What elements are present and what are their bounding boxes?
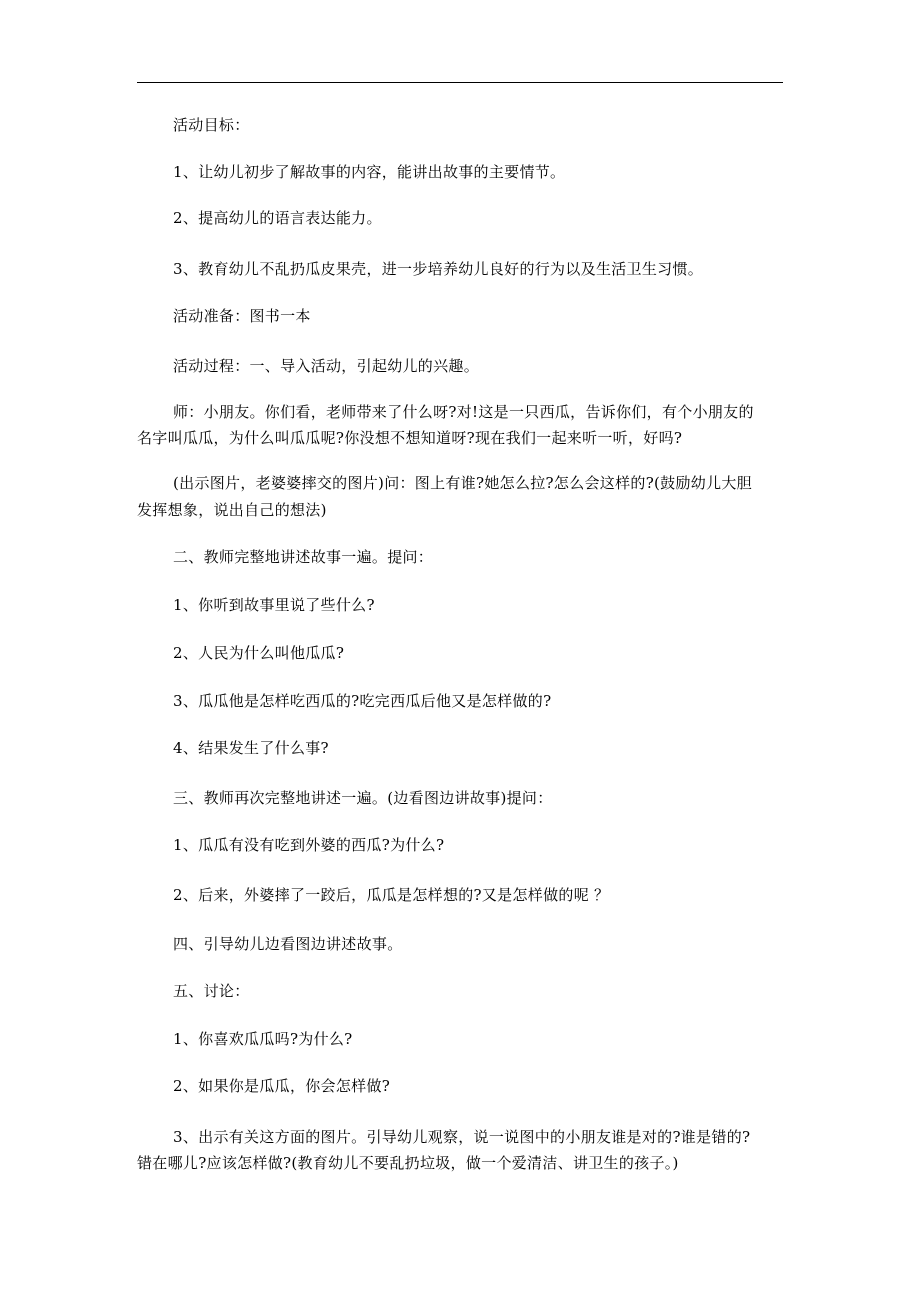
step-four-heading: 四、引导幼儿边看图边讲述故事。 [173,935,403,953]
discussion-item-3-line-1: 3、出示有关这方面的图片。引导幼儿观察，说一说图中的小朋友谁是对的?谁是错的? [173,1128,751,1146]
discussion-item-3-line-2: 错在哪儿?应该怎样做?(教育幼儿不要乱扔垃圾，做一个爱清洁、讲卫生的孩子。) [137,1154,679,1172]
discussion-item-2: 2、如果你是瓜瓜，你会怎样做? [173,1077,391,1095]
preparation-line: 活动准备：图书一本 [173,307,311,325]
header-rule [137,82,783,83]
question-item-3: 3、瓜瓜他是怎样吃西瓜的?吃完西瓜后他又是怎样做的? [173,692,552,710]
step-two-heading: 二、教师完整地讲述故事一遍。提问： [173,548,434,566]
question-item-2: 2、人民为什么叫他瓜瓜? [173,644,345,662]
goal-item-1: 1、让幼儿初步了解故事的内容，能讲出故事的主要情节。 [173,163,566,181]
goal-item-2: 2、提高幼儿的语言表达能力。 [173,209,382,227]
goal-item-3: 3、教育幼儿不乱扔瓜皮果壳，进一步培养幼儿良好的行为以及生活卫生习惯。 [173,260,704,278]
process-heading: 活动过程：一、导入活动，引起幼儿的兴趣。 [173,357,480,375]
section-heading-goals: 活动目标： [173,116,250,134]
paragraph-teacher-line-1: 师：小朋友。你们看，老师带来了什么呀?对!这是一只西瓜，告诉你们，有个小朋友的 [173,403,754,421]
question-item-4: 4、结果发生了什么事? [173,739,329,757]
step-three-question-1: 1、瓜瓜有没有吃到外婆的西瓜?为什么? [173,836,445,854]
question-item-1: 1、你听到故事里说了些什么? [173,596,375,614]
paragraph-picture-line-1: (出示图片，老婆婆摔交的图片)问：图上有谁?她怎么拉?怎么会这样的?(鼓励幼儿大胆 [173,474,752,492]
step-three-heading: 三、教师再次完整地讲述一遍。(边看图边讲故事)提问： [173,789,553,807]
discussion-item-1: 1、你喜欢瓜瓜吗?为什么? [173,1030,353,1048]
paragraph-picture-line-2: 发挥想象，说出自己的想法) [137,501,327,519]
paragraph-teacher-line-2: 名字叫瓜瓜，为什么叫瓜瓜呢?你没想不想知道呀?现在我们一起来听一听，好吗? [137,429,683,447]
step-three-question-2: 2、后来，外婆摔了一跤后，瓜瓜是怎样想的?又是怎样做的呢 ？ [173,886,610,904]
step-five-heading: 五、讨论： [173,982,250,1000]
